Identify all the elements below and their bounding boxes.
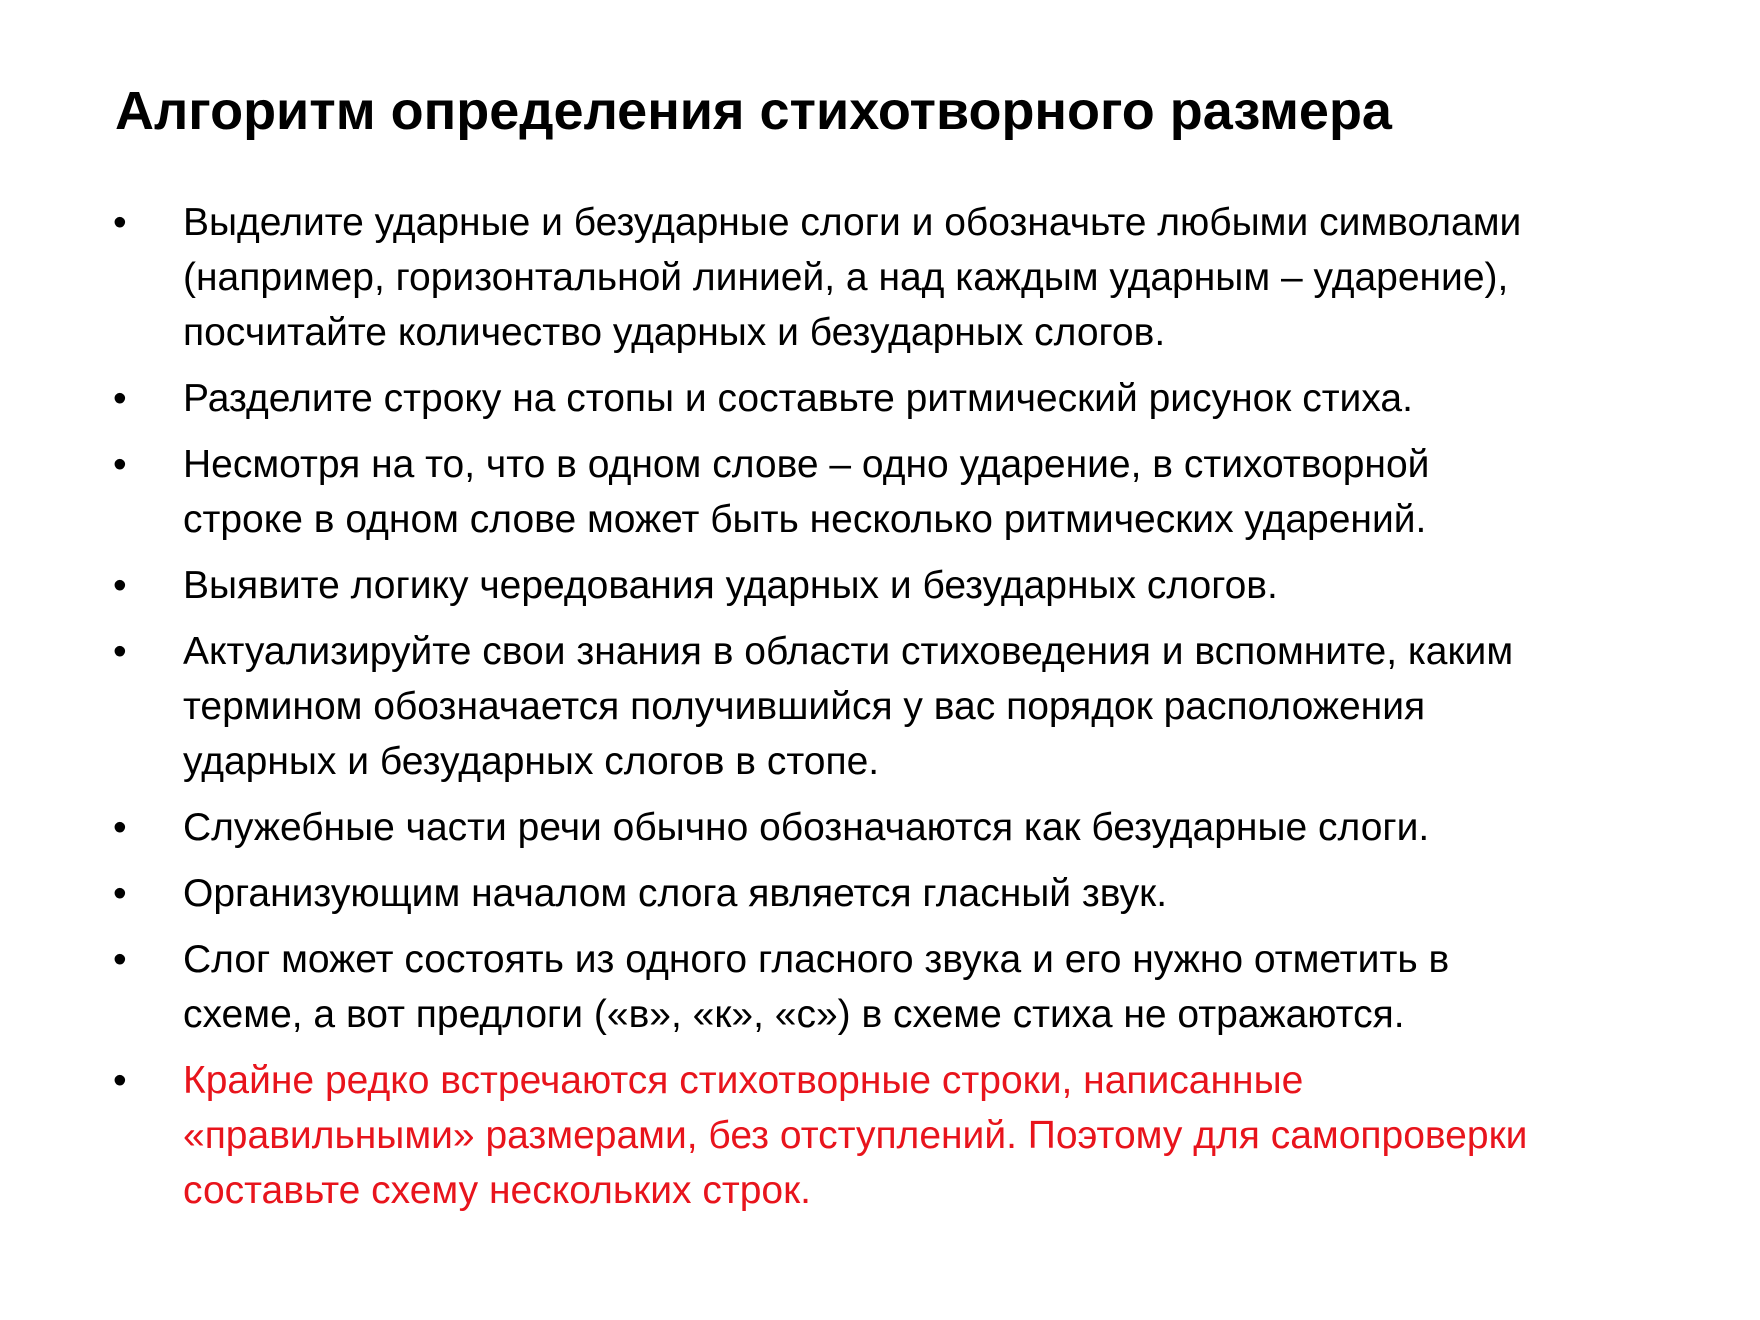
bullet-text: Актуализируйте свои знания в области стиховедения и вспомните, каким термином обозначается получившийся у вас порядок расположения ударных и безударных слогов в стопе. [183, 630, 1514, 783]
bullet-item [0, 195, 1760, 360]
bullet-item [0, 558, 1760, 613]
bullet-marker: • [113, 938, 127, 981]
bullet-list [0, 195, 1760, 1229]
bullet-text: Служебные части речи обычно обозначаются как безударные слоги. [183, 806, 1430, 849]
bullet-item-highlighted [0, 1053, 1760, 1218]
bullet-marker: • [113, 872, 127, 915]
bullet-text: Организующим началом слога является гласный звук. [183, 872, 1168, 915]
bullet-marker: • [113, 201, 127, 244]
bullet-marker: • [113, 806, 127, 849]
bullet-item [0, 371, 1760, 426]
bullet-text: Слог может состоять из одного гласного звука и его нужно отметить в схеме, а вот предлоги («в», «к», «с») в схеме стиха не отражаются. [183, 938, 1450, 1036]
bullet-item [0, 437, 1760, 547]
bullet-item [0, 866, 1760, 921]
bullet-text: Выделите ударные и безударные слоги и обозначьте любыми символами (например, горизонтальной линией, а над каждым ударным – ударение), посчитайте количество ударных и безударных слогов. [183, 201, 1522, 354]
bullet-marker: • [113, 377, 127, 420]
bullet-marker: • [113, 630, 127, 673]
bullet-text-highlighted: Крайне редко встречаются стихотворные строки, написанные «правильными» размерами, без отступлений. Поэтому для самопроверки составьте схему нескольких строк. [183, 1059, 1528, 1212]
bullet-item [0, 800, 1760, 855]
bullet-text: Разделите строку на стопы и составьте ритмический рисунок стиха. [183, 377, 1413, 420]
bullet-marker: • [113, 564, 127, 607]
bullet-item [0, 624, 1760, 789]
bullet-text: Несмотря на то, что в одном слове – одно ударение, в стихотворной строке в одном слове может быть несколько ритмических ударений. [183, 443, 1430, 541]
bullet-marker: • [113, 1059, 127, 1102]
slide-title: Алгоритм определения стихотворного размера [115, 81, 1392, 141]
bullet-text: Выявите логику чередования ударных и безударных слогов. [183, 564, 1278, 607]
bullet-item [0, 932, 1760, 1042]
bullet-marker: • [113, 443, 127, 486]
